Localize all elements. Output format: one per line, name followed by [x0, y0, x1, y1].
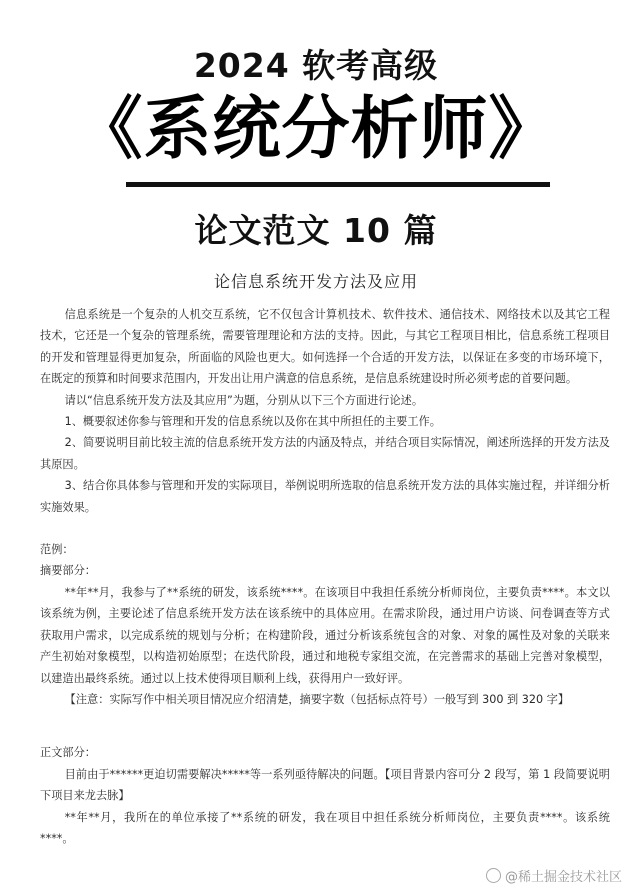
spacer — [40, 710, 610, 742]
question-3: 3、结合你具体参与管理和开发的实际项目，举例说明所选取的信息系统开发方法的具体实施过程，并详细分析实施效果。 — [40, 479, 610, 514]
intro-paragraph: 信息系统是一个复杂的人机交互系统，它不仅包含计算机技术、软件技术、通信技术、网络技术以及其它工程技术，它还是一个复杂的管理系统，需要管理理论和方法的支持。因此，与其它工程项目相比，信息系统工程项目的开发和管理显得更加复杂，所面临的风险也更大。如何选择一个合适的开发方法，以保证在多变的市场环境下，在既定的预算和时间要求范围内，开发出让用户满意的信息系统，是信息系统建设时所必须考虑的首要问题。 — [40, 308, 610, 386]
title-underline — [126, 182, 550, 187]
essay-title: 论信息系统开发方法及应用 — [213, 272, 418, 291]
body-paragraph-1: 目前由于******更迫切需要解决*****等一系列亟待解决的问题。【项目背景内容可分 2 段写，第 1 段简要说明下项目来龙去脉】 — [40, 767, 610, 803]
watermark — [486, 866, 622, 885]
sample-label: 范例： — [40, 543, 74, 557]
prompt-paragraph: 请以“信息系统开发方法及其应用”为题，分别从以下三个方面进行论述。 — [64, 393, 424, 407]
cover-year-line: 2024 软考高级 — [193, 46, 439, 85]
body-label: 正文部分： — [40, 746, 96, 760]
question-1: 1、概要叙述你参与管理和开发的信息系统以及你在其中所担任的主要工作。 — [64, 415, 441, 429]
abstract-note: 【注意：实际写作中相关项目情况应介绍清楚，摘要字数（包括标点符号）一般写到 300 到 320 字】 — [64, 692, 570, 706]
watermark-text: @稀土掘金技术社区 — [504, 870, 622, 885]
abstract-paragraph: **年**月，我参与了**系统的研发，该系统****。在该项目中我担任系统分析师岗位，主要负责****。本文以该系统为例，主要论述了信息系统开发方法在该系统中的具体应用。在需求阶段，通过用户访谈、问卷调查等方式获取用户需求，以完成系统的规划与分析；在构建阶段，通过分析该系统包含的对象、对象的属性及对象的关联来产生初始对象模型，以构造初始原型；在迭代阶段，通过和地税专家组交流，在完善需求的基础上完善对象模型，以建造出最终系统。通过以上技术使得项目顺利上线，获得用户一致好评。 — [40, 585, 610, 685]
body-paragraph-2: **年**月，我所在的单位承接了**系统的研发，我在项目中担任系统分析师岗位，主要负责****。该系统****。 — [40, 810, 610, 845]
abstract-label: 摘要部分： — [40, 564, 96, 578]
cover-subtitle: 论文范文 10 篇 — [194, 211, 438, 250]
question-2: 2、简要说明目前比较主流的信息系统开发方法的内涵及特点，并结合项目实际情况，阐述所选择的开发方法及其原因。 — [40, 436, 610, 471]
cover-main-title: 《系统分析师》 — [74, 90, 558, 169]
juejin-logo-icon — [486, 868, 501, 883]
spacer — [40, 518, 610, 539]
document-body — [40, 304, 610, 849]
